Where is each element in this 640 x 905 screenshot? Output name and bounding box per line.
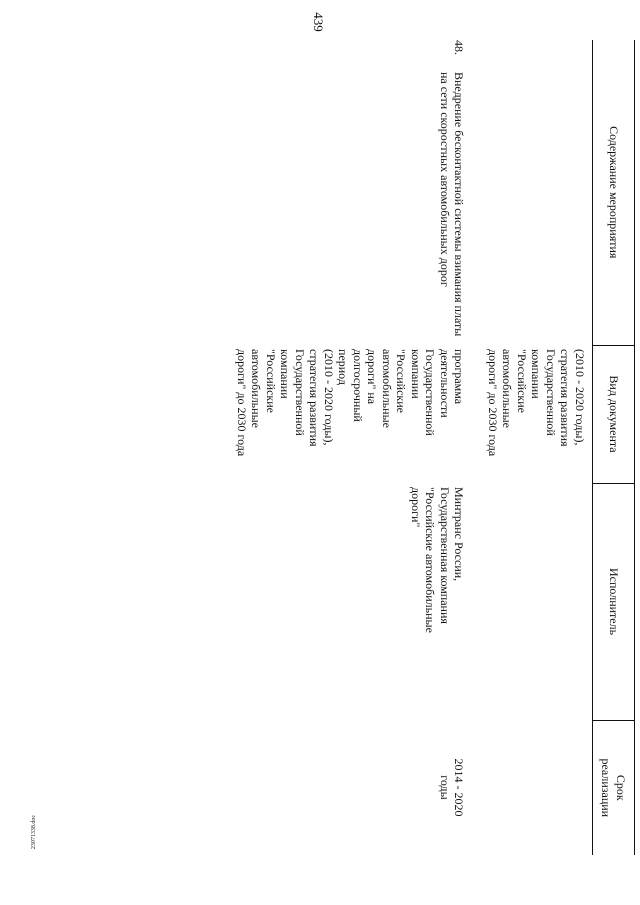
header-executor: Исполнитель [593,483,635,720]
cell-row-number: 48. [452,40,467,55]
cell-doc-type: программа деятельности Государственной компании "Российские автомобильные дороги" на долгосрочный период (2010 - 2020 годы), стратегия развития Государственной компании "Российские автомобильные дороги" до 2030 года [235,349,467,457]
table-row-continuation [472,40,593,855]
cell-content: Внедрение бесконтактной системы взимания платы на сети скоростных автомобильных дорог [438,72,467,337]
cell-doc-type-continuation: (2010 - 2020 годы), стратегия развития Государственной компании "Российские автомобильные дороги" до 2030 года [486,349,587,457]
cell-term-empty [472,720,593,855]
cell-executor: Минтранс России, Государственная компания "Российские автомобильные дороги" [409,487,467,633]
header-doc-type: Вид документа [593,345,635,483]
table-row-48 [231,40,472,855]
footer-file-code: 23071338.doc [31,814,37,850]
cell-term: 2014 - 2020 годы [438,758,467,817]
cell-num-empty [472,40,593,68]
cell-executor-empty [472,483,593,720]
page-number: 439 [311,12,326,32]
cell-content-empty [472,68,593,345]
header-term: Срок реализации [593,720,635,855]
rotated-table-block [55,40,635,855]
header-content: Содержание мероприятия [593,40,635,345]
table-header-row [593,40,635,855]
measures-table [231,40,636,855]
